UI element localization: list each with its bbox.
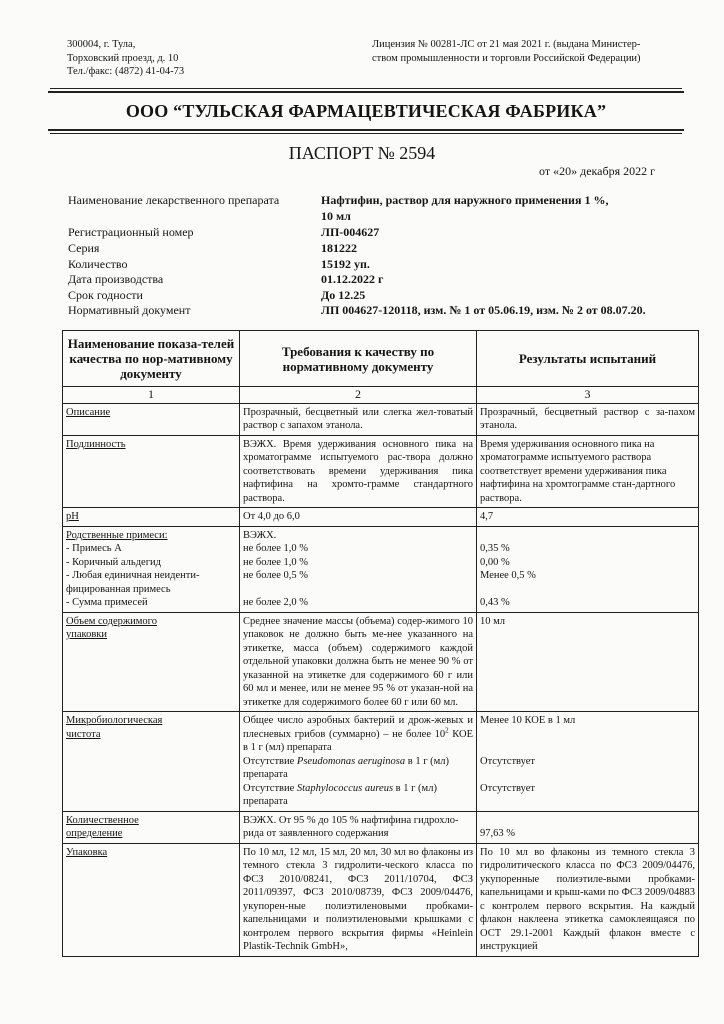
- pack-name: Упаковка: [66, 846, 108, 858]
- impurity-req: не более 1,0 %: [243, 543, 309, 554]
- series-value: 181222: [321, 241, 357, 255]
- drug-label: Наименование лекарственного препарата: [68, 193, 280, 207]
- license-info: [372, 38, 641, 65]
- norm-label: Нормативный документ: [68, 303, 191, 317]
- passport-date: от «20» декабря 2022 г: [539, 164, 656, 178]
- quality-table: [62, 330, 699, 957]
- ident-name: Подлинность: [66, 438, 126, 450]
- impurity-res: Менее 0,5 %: [480, 570, 536, 581]
- exp-label: Срок годности: [68, 288, 143, 302]
- desc-res: Прозрачный, бесцветный раствор с за-пахом этанола.: [477, 403, 699, 435]
- company-name: ООО “ТУЛЬСКАЯ ФАРМАЦЕВТИЧЕСКАЯ ФАБРИКА”: [48, 91, 684, 131]
- col1-header: Наименование показа-телей качества по нор-мативному документу: [63, 331, 240, 387]
- impurity-name: - Примесь А: [66, 543, 122, 554]
- ph-name: pH: [66, 511, 79, 522]
- micro-req-staph: [243, 782, 473, 809]
- micro-req-total: [243, 714, 473, 755]
- impurity-name: фицированная примесь: [66, 583, 171, 595]
- prod-value: 01.12.2022 г: [321, 272, 384, 286]
- table-header-row: [63, 331, 699, 387]
- micro-res: Отсутствует: [480, 755, 535, 767]
- prod-label: Дата производства: [68, 272, 164, 286]
- volume-req: Среднее значение массы (объема) содер-жимого 10 упаковок не должно быть ме-нее указанного на этикетке, масса (объем) содержимого каждой отдельной упаковки должна быть не менее 90 % от указанной на этикетке для содержимого 60 г или 60 мл и менее, или не менее 95 % от указан-ной на этикетке для содержимого более 60 г или 60 мл.: [240, 612, 477, 712]
- address-line: Торховский проезд, д. 10: [67, 52, 179, 64]
- assay-name-2: определение: [66, 828, 123, 839]
- company-address: [67, 38, 184, 79]
- impurity-req: не более 1,0 %: [243, 556, 309, 568]
- related-method: ВЭЖХ.: [243, 529, 277, 541]
- table-row: [63, 435, 699, 508]
- impurity-name: - Сумма примесей: [66, 597, 148, 608]
- col-number: 3: [477, 387, 699, 404]
- col2-header: Требования к качеству по нормативному документу: [240, 331, 477, 387]
- micro-res: Менее 10 КОЕ в 1 мл: [480, 715, 576, 726]
- impurity-res: [480, 583, 695, 597]
- norm-value: ЛП 004627-120118, изм. № 1 от 05.06.19, изм. № 2 от 08.07.20.: [321, 303, 646, 317]
- passport-title: ПАСПОРТ № 2594: [288, 143, 436, 163]
- table-row: [63, 526, 699, 612]
- ident-res: Время удерживания основного пика на хроматограмме испытуемого раствора соответствует времени удерживания пика нафтифина на хромтограмме стан-дартного раствора.: [477, 435, 699, 508]
- impurity-req: не более 0,5 %: [243, 570, 309, 581]
- micro-req-text-2: КОЕ в 1 г (мл) препарата: [243, 728, 473, 753]
- col-number: 1: [63, 387, 240, 404]
- volume-res: 10 мл: [477, 612, 699, 712]
- desc-name: Описание: [66, 406, 111, 418]
- series-label: Серия: [68, 241, 100, 255]
- qty-label: Количество: [68, 257, 128, 271]
- assay-req: ВЭЖХ. От 95 % до 105 % нафтифина гидрохло-рида от заявленного содержания: [240, 811, 477, 843]
- impurity-name: - Коричный альдегид: [66, 556, 161, 568]
- micro-name-2: чистота: [66, 728, 101, 740]
- table-row: [63, 508, 699, 527]
- exp-value: До 12.25: [321, 288, 366, 302]
- license-line: Лицензия № 00281-ЛС от 21 мая 2021 г. (выдана Министер-: [372, 39, 641, 50]
- table-row: [63, 712, 699, 812]
- pack-res: По 10 мл во флаконы из темного стекла 3 гидролитического класса по ФСЗ 2009/04476, укупоренные полиэтиле-выми пробками-капельницами и крыш-ками по ФСЗ 2009/04883 с контролем первого вскрытия. На каждый флакон наклеена этикетка самоклеящаяся по ОСТ 29.1-2001 Каждый флакон вместе с инструкцией: [477, 843, 699, 956]
- micro-req-prefix: Отсутствие: [243, 755, 297, 767]
- micro-req-prefix: Отсутствие: [243, 782, 297, 794]
- micro-req-text: Общее число аэробных бактерий и дрож-жевых и плесневых грибов (суммарно) – не более 10: [243, 715, 473, 740]
- micro-req-organism: Staphylococcus aureus: [296, 782, 394, 794]
- table-row: [63, 403, 699, 435]
- ph-res: 4,7: [477, 508, 699, 527]
- table-row: [63, 612, 699, 712]
- micro-name: Микробиологическая: [66, 715, 163, 726]
- volume-name: Объем содержимого: [66, 615, 157, 627]
- address-line: Тел./факс: (4872) 41-04-73: [67, 66, 185, 77]
- impurity-res: 0,35 %: [480, 543, 510, 554]
- micro-req-pseudomonas: [243, 755, 473, 782]
- impurity-res: 0,00 %: [480, 556, 510, 568]
- volume-name-2: упаковки: [66, 629, 108, 640]
- table-row: [63, 811, 699, 843]
- impurity-res: 0,43 %: [480, 597, 510, 608]
- micro-req-organism: Pseudomonas aeruginosa: [296, 755, 406, 767]
- micro-req-exponent: 2: [445, 726, 449, 734]
- desc-req: Прозрачный, бесцветный или слегка жел-товатый раствор с запахом этанола.: [240, 403, 477, 435]
- column-numbers-row: [63, 387, 699, 404]
- micro-res: Отсутствует: [480, 782, 535, 794]
- col3-header: Результаты испытаний: [477, 331, 699, 387]
- assay-name: Количественное: [66, 814, 139, 826]
- impurity-name: - Любая единичная неиденти-: [66, 570, 200, 581]
- pack-req: По 10 мл, 12 мл, 15 мл, 20 мл, 30 мл во флаконы из темного стекла 3 гидролити-ческого класса по ФСЗ 2010/08241, ФСЗ 2011/10704, ФСЗ 2011/09397, ФСЗ 2010/08739, ФСЗ 2009/04476, укупорен-ные полиэтиленовыми пробками-капельницами и полиэтиленовыми крышками с контролем первого вскрытия фирмы «Heinlein Plastik-Technik GmbH»,: [240, 843, 477, 956]
- address-line: 300004, г. Тула,: [67, 39, 136, 50]
- drug-value-volume: 10 мл: [321, 209, 351, 223]
- drug-value: Нафтифин, раствор для наружного применения 1 %,: [321, 193, 609, 207]
- micro-req-suffix: в 1 г (мл) препарата: [243, 755, 450, 780]
- impurity-req: не более 2,0 %: [243, 597, 309, 608]
- qty-value: 15192 уп.: [321, 257, 370, 271]
- micro-req-suffix: в 1 г (мл) препарата: [243, 782, 437, 807]
- col-number: 2: [240, 387, 477, 404]
- ph-req: От 4,0 до 6,0: [240, 508, 477, 527]
- related-name: Родственные примеси:: [66, 529, 168, 541]
- impurity-req: [243, 583, 473, 597]
- reg-value: ЛП-004627: [321, 225, 380, 239]
- ident-req: ВЭЖХ. Время удерживания основного пика на хроматограмме испытуемого рас-твора должно соответствовать времени удерживания пика нафтифина на хромто-грамме стандартного раствора.: [240, 435, 477, 508]
- license-line: ством промышленности и торговли Российской Федерации): [372, 52, 641, 64]
- assay-res: 97,63 %: [480, 828, 515, 839]
- table-row: [63, 843, 699, 956]
- reg-label: Регистрационный номер: [68, 225, 194, 239]
